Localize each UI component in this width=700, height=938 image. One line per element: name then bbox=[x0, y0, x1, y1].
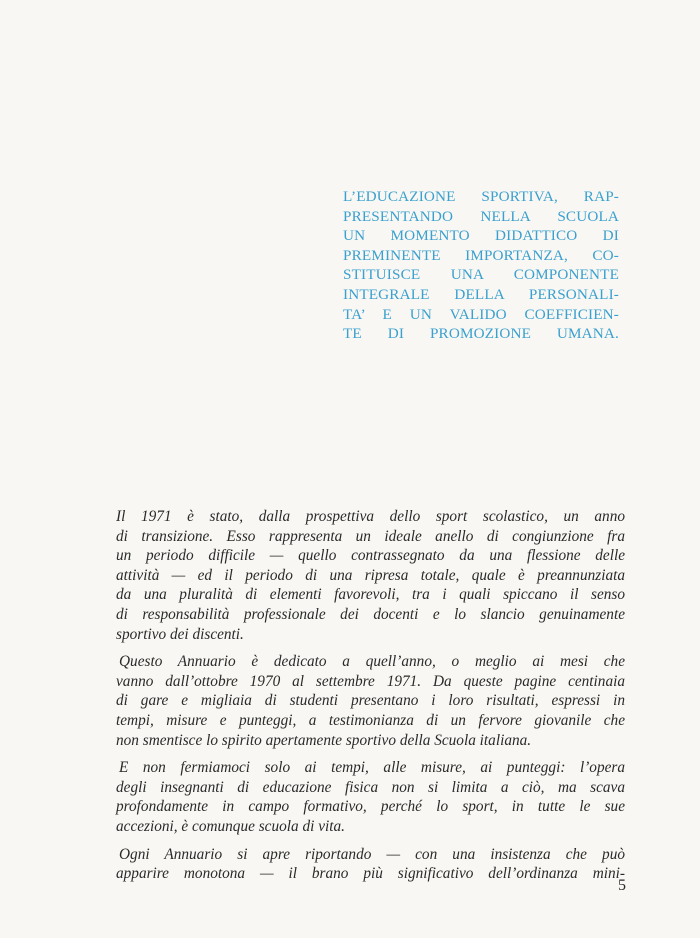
text-line: da una pluralità di elementi favorevoli, tra i quali spiccano il senso bbox=[116, 586, 625, 604]
text-line: tempi, misure e punteggi, a testimonianza di un fervore giovanile che bbox=[116, 711, 625, 729]
text-line: un periodo difficile — quello contrassegnato da una flessione delle bbox=[116, 547, 625, 565]
text-line: non smentisce lo spirito apertamente sportivo della Scuola italiana. bbox=[116, 731, 532, 749]
quote-line: INTEGRALE DELLA PERSONALI- bbox=[343, 285, 619, 303]
text-line: vanno dall’ottobre 1970 al settembre 1971. Da queste pagine centinaia bbox=[116, 672, 625, 690]
text-line: Ogni Annuario si apre riportando — con una insistenza che può bbox=[119, 845, 625, 863]
epigraph-quote bbox=[343, 187, 619, 344]
text-line: attività — ed il periodo di una ripresa totale, quale è preannunziata bbox=[116, 566, 625, 584]
quote-line: PREMINENTE IMPORTANZA, CO- bbox=[343, 246, 619, 264]
quote-line: TE DI PROMOZIONE UMANA. bbox=[343, 325, 619, 343]
quote-line: STITUISCE UNA COMPONENTE bbox=[343, 266, 619, 284]
text-line: apparire monotona — il brano più significativo dell’ordinanza mini- bbox=[116, 865, 625, 883]
quote-line: UN MOMENTO DIDATTICO DI bbox=[343, 227, 619, 245]
text-line: accezioni, è comunque scuola di vita. bbox=[116, 817, 345, 835]
paragraph-3 bbox=[116, 758, 625, 836]
text-line: degli insegnanti di educazione fisica non si limita a ciò, ma scava bbox=[116, 778, 625, 796]
text-line: di gare e migliaia di studenti presentano i loro risultati, espressi in bbox=[116, 692, 625, 710]
page-number: 5 bbox=[618, 877, 626, 894]
text-line: profondamente in campo formativo, perché lo sport, in tutte le sue bbox=[116, 798, 625, 816]
paragraph-4 bbox=[116, 845, 625, 884]
text-line: sportivo dei discenti. bbox=[116, 625, 244, 643]
text-line: Il 1971 è stato, dalla prospettiva dello sport scolastico, un anno bbox=[116, 508, 625, 525]
text-line: di responsabilità professionale dei docenti e lo slancio genuinamente bbox=[116, 605, 625, 623]
text-line: E non fermiamoci solo ai tempi, alle misure, ai punteggi: l’opera bbox=[119, 759, 625, 777]
paragraph-2 bbox=[116, 652, 625, 750]
paragraph-1 bbox=[116, 507, 625, 644]
body-text bbox=[116, 507, 625, 884]
quote-line: PRESENTANDO NELLA SCUOLA bbox=[343, 207, 619, 225]
text-line: di transizione. Esso rappresenta un ideale anello di congiunzione fra bbox=[116, 527, 625, 545]
quote-line: L’EDUCAZIONE SPORTIVA, RAP- bbox=[343, 188, 619, 205]
text-line: Questo Annuario è dedicato a quell’anno, o meglio ai mesi che bbox=[119, 653, 625, 671]
quote-line: TA’ E UN VALIDO COEFFICIEN- bbox=[343, 305, 619, 323]
